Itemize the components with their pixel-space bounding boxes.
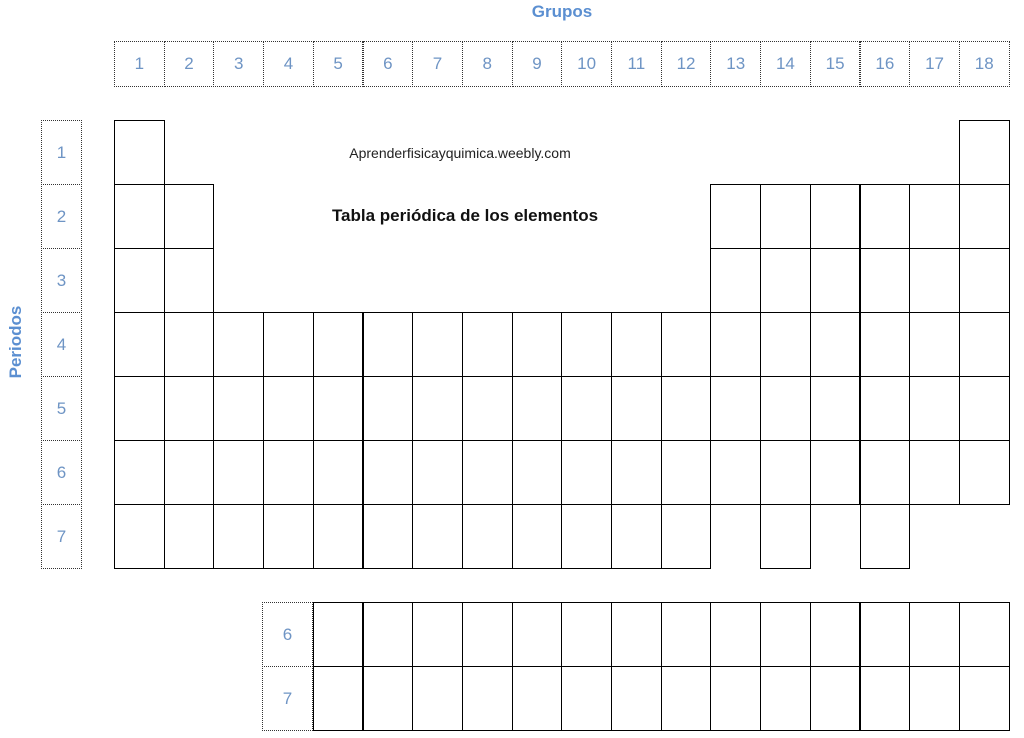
group-label: 9: [512, 41, 563, 87]
group-label: 7: [412, 41, 463, 87]
element-cell: [860, 376, 911, 441]
element-cell: [611, 376, 662, 441]
lower-element-cell: [412, 602, 463, 667]
element-cell: [263, 440, 314, 505]
element-cell: [661, 504, 712, 569]
element-cell: [213, 312, 264, 377]
lower-element-cell: [710, 666, 761, 731]
element-cell: [363, 504, 414, 569]
element-cell: [909, 184, 960, 249]
element-cell: [860, 248, 911, 313]
group-label: 17: [909, 41, 960, 87]
group-label: 18: [959, 41, 1010, 87]
element-cell: [810, 184, 861, 249]
element-cell: [512, 376, 563, 441]
element-cell: [760, 376, 811, 441]
element-cell: [164, 248, 215, 313]
lower-element-cell: [611, 602, 662, 667]
lower-element-cell: [959, 602, 1010, 667]
period-label: 4: [41, 312, 82, 377]
group-label: 11: [611, 41, 662, 87]
element-cell: [760, 504, 811, 569]
element-cell: [810, 440, 861, 505]
element-cell: [959, 312, 1010, 377]
lower-element-cell: [561, 602, 612, 667]
group-label: 12: [661, 41, 712, 87]
group-label: 14: [760, 41, 811, 87]
element-cell: [164, 312, 215, 377]
group-label: 2: [164, 41, 215, 87]
element-cell: [512, 312, 563, 377]
element-cell: [164, 184, 215, 249]
lower-element-cell: [959, 666, 1010, 731]
element-cell: [760, 248, 811, 313]
element-cell: [909, 376, 960, 441]
element-cell: [114, 248, 165, 313]
lower-element-cell: [313, 602, 364, 667]
element-cell: [561, 376, 612, 441]
lower-element-cell: [363, 666, 414, 731]
lower-element-cell: [810, 666, 861, 731]
element-cell: [263, 376, 314, 441]
site-credit: Aprenderfisicayquimica.weebly.com: [349, 145, 571, 161]
element-cell: [959, 440, 1010, 505]
lower-period-label: 7: [262, 666, 313, 731]
element-cell: [561, 504, 612, 569]
element-cell: [710, 440, 761, 505]
element-cell: [512, 504, 563, 569]
element-cell: [462, 312, 513, 377]
element-cell: [959, 120, 1010, 185]
lower-element-cell: [512, 666, 563, 731]
lower-element-cell: [561, 666, 612, 731]
lower-element-cell: [512, 602, 563, 667]
period-label: 2: [41, 184, 82, 249]
group-label: 10: [561, 41, 612, 87]
period-label: 5: [41, 376, 82, 441]
element-cell: [909, 248, 960, 313]
lower-period-label: 6: [262, 602, 313, 667]
element-cell: [959, 376, 1010, 441]
element-cell: [412, 376, 463, 441]
element-cell: [263, 504, 314, 569]
element-cell: [313, 312, 364, 377]
element-cell: [462, 504, 513, 569]
element-cell: [512, 440, 563, 505]
lower-element-cell: [860, 666, 911, 731]
group-label: 6: [363, 41, 414, 87]
element-cell: [810, 376, 861, 441]
group-label: 5: [313, 41, 364, 87]
lower-element-cell: [363, 602, 414, 667]
lower-element-cell: [661, 602, 712, 667]
lower-element-cell: [661, 666, 712, 731]
element-cell: [561, 440, 612, 505]
element-cell: [164, 376, 215, 441]
lower-element-cell: [313, 666, 364, 731]
element-cell: [213, 504, 264, 569]
element-cell: [412, 504, 463, 569]
element-cell: [412, 440, 463, 505]
element-cell: [213, 376, 264, 441]
element-cell: [860, 184, 911, 249]
element-cell: [412, 312, 463, 377]
element-cell: [860, 440, 911, 505]
element-cell: [114, 184, 165, 249]
element-cell: [611, 440, 662, 505]
element-cell: [114, 504, 165, 569]
element-cell: [611, 312, 662, 377]
element-cell: [611, 504, 662, 569]
element-cell: [760, 312, 811, 377]
lower-element-cell: [710, 602, 761, 667]
element-cell: [213, 440, 264, 505]
element-cell: [164, 440, 215, 505]
element-cell: [860, 504, 911, 569]
element-cell: [810, 312, 861, 377]
element-cell: [661, 376, 712, 441]
element-cell: [909, 312, 960, 377]
lower-element-cell: [462, 666, 513, 731]
element-cell: [959, 184, 1010, 249]
element-cell: [114, 120, 165, 185]
element-cell: [313, 440, 364, 505]
lower-element-cell: [760, 666, 811, 731]
element-cell: [114, 440, 165, 505]
element-cell: [363, 440, 414, 505]
element-cell: [909, 440, 960, 505]
table-title: Tabla periódica de los elementos: [331, 206, 599, 225]
element-cell: [959, 248, 1010, 313]
group-label: 8: [462, 41, 513, 87]
element-cell: [313, 376, 364, 441]
lower-element-cell: [909, 602, 960, 667]
groups-axis-title: Grupos: [531, 2, 593, 21]
group-label: 13: [710, 41, 761, 87]
element-cell: [710, 312, 761, 377]
period-label: 6: [41, 440, 82, 505]
element-cell: [760, 440, 811, 505]
element-cell: [114, 376, 165, 441]
lower-element-cell: [412, 666, 463, 731]
element-cell: [661, 440, 712, 505]
periods-axis-title: Periodos: [6, 305, 25, 379]
lower-element-cell: [909, 666, 960, 731]
group-label: 15: [810, 41, 861, 87]
element-cell: [363, 376, 414, 441]
period-label: 3: [41, 248, 82, 313]
element-cell: [363, 312, 414, 377]
element-cell: [710, 376, 761, 441]
element-cell: [860, 312, 911, 377]
element-cell: [710, 248, 761, 313]
element-cell: [164, 504, 215, 569]
group-label: 16: [860, 41, 911, 87]
element-cell: [760, 184, 811, 249]
group-label: 1: [114, 41, 165, 87]
element-cell: [462, 440, 513, 505]
element-cell: [114, 312, 165, 377]
element-cell: [710, 184, 761, 249]
period-label: 7: [41, 504, 82, 569]
lower-element-cell: [611, 666, 662, 731]
lower-element-cell: [760, 602, 811, 667]
group-label: 4: [263, 41, 314, 87]
lower-element-cell: [810, 602, 861, 667]
lower-element-cell: [860, 602, 911, 667]
element-cell: [313, 504, 364, 569]
group-label: 3: [213, 41, 264, 87]
element-cell: [661, 312, 712, 377]
element-cell: [810, 248, 861, 313]
period-label: 1: [41, 120, 82, 185]
lower-element-cell: [462, 602, 513, 667]
element-cell: [263, 312, 314, 377]
element-cell: [561, 312, 612, 377]
element-cell: [462, 376, 513, 441]
